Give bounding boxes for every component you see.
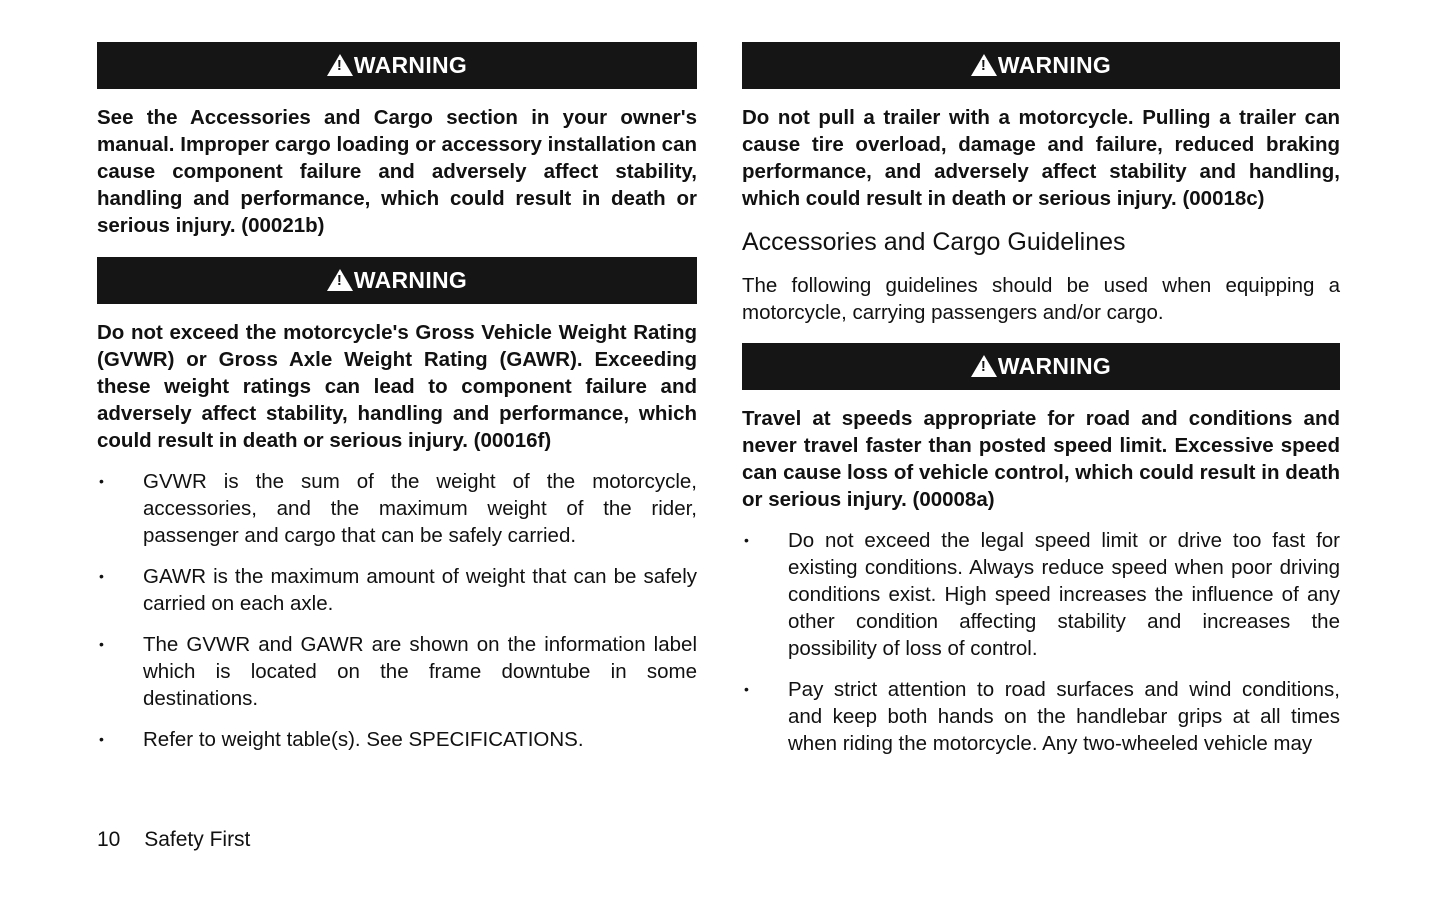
bullet-glyph: • xyxy=(99,473,104,489)
bullet-glyph: • xyxy=(99,731,104,747)
list-item: • Pay strict attention to road surfaces and wind conditions, and keep both hands on the handlebar grips at all times when riding the motorcycle. Any two-wheeled vehicle may xyxy=(744,678,1340,755)
page-footer xyxy=(97,828,250,852)
warning-text: Do not pull a trailer with a motorcycle. Pulling a trailer can cause tire overload, damage and failure, reduced braking performance, and adversely affect stability and handling, which could result in death or serious injury. (00018c) xyxy=(742,106,1340,210)
footer-section-title: Safety First xyxy=(144,828,251,851)
list-item: • Refer to weight table(s). See SPECIFICATIONS. xyxy=(99,728,584,751)
warning-banner xyxy=(742,343,1340,390)
list-item: • The GVWR and GAWR are shown on the information label which is located on the frame downtube in some destinations. xyxy=(99,633,697,710)
warning-triangle-icon xyxy=(327,54,353,76)
warning-text: See the Accessories and Cargo section in your owner's manual. Improper cargo loading or accessory installation can cause component failure and adversely affect stability, handling and performance, which could result in death or serious injury. (00021b) xyxy=(97,106,697,237)
warning-triangle-icon xyxy=(327,269,353,291)
warning-text: Do not exceed the motorcycle's Gross Vehicle Weight Rating (GVWR) or Gross Axle Weight Rating (GAWR). Exceeding these weight ratings can lead to component failure and adversely affect stability, handling and performance, which could result in death or serious injury. (00016f) xyxy=(97,321,697,452)
bullet-list xyxy=(742,527,1340,757)
section-heading: Accessories and Cargo Guidelines xyxy=(742,228,1126,256)
list-item: • GAWR is the maximum amount of weight that can be safely carried on each axle. xyxy=(99,565,697,615)
list-item: • Do not exceed the legal speed limit or drive too fast for existing conditions. Always reduce speed when poor driving conditions exist. High speed increases the influence of any other condition affecting stability and increases the possibility of loss of control. xyxy=(744,529,1340,660)
warning-triangle-icon xyxy=(971,54,997,76)
warning-banner xyxy=(97,42,697,89)
bullet-list xyxy=(97,468,697,753)
warning-banner xyxy=(742,42,1340,89)
page-number: 10 xyxy=(97,828,121,851)
warning-triangle-icon xyxy=(971,355,997,377)
warning-label: WARNING xyxy=(353,267,468,293)
warning-label: WARNING xyxy=(997,353,1112,379)
left-column xyxy=(97,42,697,767)
warning-label: WARNING xyxy=(353,52,468,78)
warning-label: WARNING xyxy=(997,52,1112,78)
bullet-glyph: • xyxy=(744,681,749,697)
intro-text: The following guidelines should be used when equipping a motorcycle, carrying passengers and/or cargo. xyxy=(742,274,1340,324)
bullet-glyph: • xyxy=(99,568,104,584)
bullet-glyph: • xyxy=(99,636,104,652)
list-item: • GVWR is the sum of the weight of the motorcycle, accessories, and the maximum weight of the rider, passenger and cargo that can be safely carried. xyxy=(99,470,697,547)
right-column xyxy=(742,42,1340,771)
warning-text: Travel at speeds appropriate for road and conditions and never travel faster than posted speed limit. Excessive speed can cause loss of vehicle control, which could result in death or serious injury. (00008a) xyxy=(742,407,1340,511)
bullet-glyph: • xyxy=(744,532,749,548)
warning-banner xyxy=(97,257,697,304)
